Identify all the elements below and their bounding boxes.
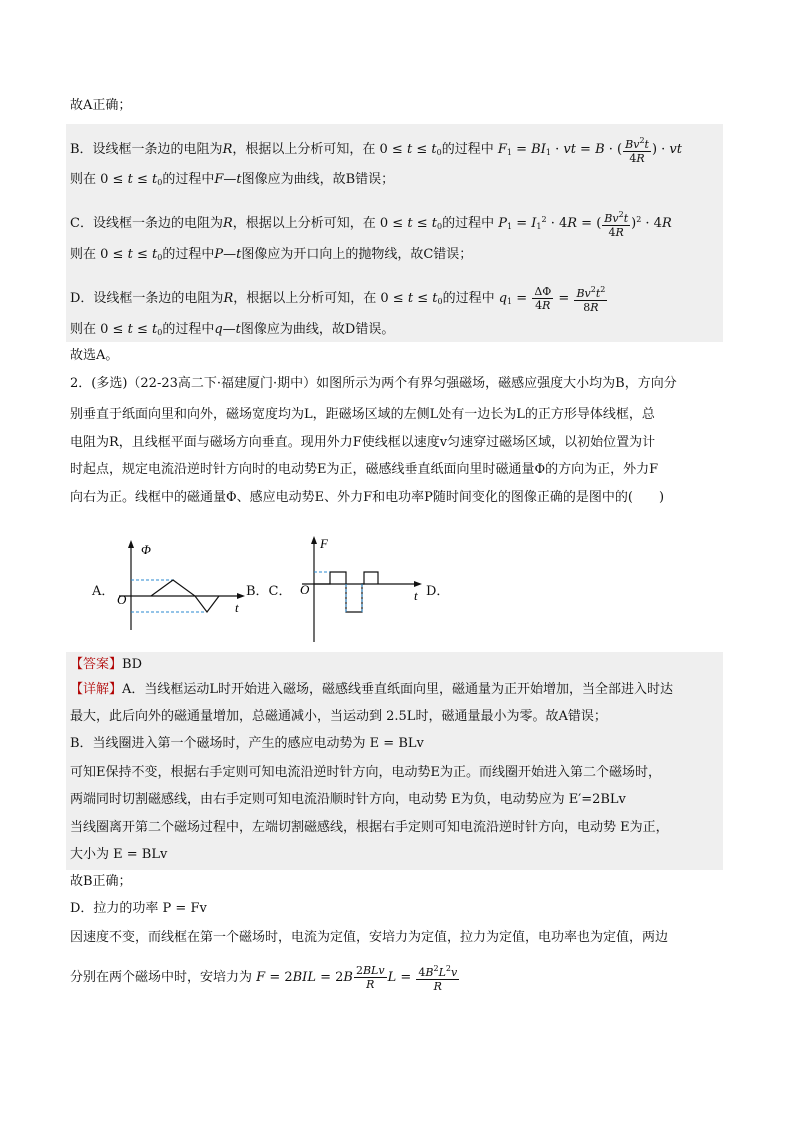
answer-line: 【答案】BD xyxy=(70,657,142,672)
graph-d-force xyxy=(296,536,426,646)
detail-b-1: B．当线圈进入第一个磁场时，产生的感应电动势为 E = BLv xyxy=(70,736,424,751)
question-line-4: 时起点，规定电流沿逆时针方向时的电动势E为正，磁感线垂直纸面向里时磁通量Φ的方向为正，外力F xyxy=(70,462,659,477)
option-c-analysis: C．设线框一条边的电阻为R，根据以上分析可知，在 $0 \le t \le t_0$的过程中 $P_1 = I_1^2 \cdot 4R$ = ( $\frac{Bv^2t}{4R}$ )$^2$ · 4R xyxy=(70,210,672,239)
option-b-analysis: B．设线框一条边的电阻为R，根据以上分析可知，在 $0 \le t \le t_0$的过程中 $F_1 = BI_1$ · vt = B · ( $\frac{Bv^2t}{4R}$ ) · vt xyxy=(70,136,682,165)
axis-t-d: t xyxy=(414,588,418,603)
detail-d-3: 分别在两个磁场中时，安培力为 F = 2BIL = 2B $\frac{\text{2BLv}}{R}$ L = $\frac{4B^2L^2v}{R}$ xyxy=(70,964,458,993)
origin-a: O xyxy=(117,592,127,607)
text-a-correct: 故A正确； xyxy=(70,98,132,113)
detail-a-1: 【详解】A．当线框运动L时开始进入磁场，磁感线垂直纸面向里，磁通量为正开始增加，当全部进入时达 xyxy=(70,682,674,697)
option-bc-label: B．C． xyxy=(246,584,292,599)
detail-d-2: 因速度不变，而线框在第一个磁场时，电流为定值，安培力为定值，拉力为定值，电功率也为定值，两边 xyxy=(70,930,669,945)
option-d-conclusion: 则在 $0 \le t \le t_0$的过程中q—t图像应为曲线，故D错误。 xyxy=(70,322,395,337)
question-line-1: 2．(多选)（22-23高二下·福建厦门·期中）如图所示为两个有界匀强磁场，磁感应强度大小均为B，方向分 xyxy=(70,376,677,391)
origin-d: O xyxy=(300,582,310,597)
detail-b-6: 故B正确； xyxy=(70,874,132,889)
axis-t-a: t xyxy=(235,600,239,615)
axis-f: F xyxy=(320,536,328,551)
axis-phi: Φ xyxy=(141,542,151,557)
detail-b-2: 可知E保持不变，根据右手定则可知电流沿逆时针方向，电动势E为正。而线圈开始进入第二个磁场时， xyxy=(70,765,661,780)
option-d-label: D． xyxy=(426,584,450,599)
question-line-5: 向右为正。线框中的磁通量Φ、感应电动势E、外力F和电功率P随时间变化的图像正确的是图中的( ) xyxy=(70,490,665,505)
detail-d-1: D．拉力的功率 P = Fv xyxy=(70,901,207,916)
option-a-label: A． xyxy=(92,584,115,599)
detail-a-2: 最大，此后向外的磁通量增加，总磁通减小，当运动到 2.5L时，磁通量最小为零。故A错误； xyxy=(70,709,607,724)
detail-b-3: 两端同时切割磁感线，由右手定则可知电流沿顺时针方向，电动势 E为负，电动势应为 E′=2BLv xyxy=(70,792,626,807)
select-a: 故选A。 xyxy=(70,348,119,363)
graph-a-flux xyxy=(115,540,250,635)
option-c-conclusion: 则在 $0 \le t \le t_0$的过程中P—t图像应为开口向上的抛物线，故C错误； xyxy=(70,247,473,262)
option-d-analysis: D．设线框一条边的电阻为R，根据以上分析可知，在 $0 \le t \le t_0$的过程中 $q_1$ = $\frac{\Delta\Phi}{4R}$ = $\frac{Bv^2t^2}{8R}$ xyxy=(70,285,606,314)
option-b-conclusion: 则在 $0 \le t \le t_0$的过程中F—t图像应为曲线，故B错误； xyxy=(70,172,395,187)
question-line-2: 别垂直于纸面向里和向外，磁场宽度均为L，距磁场区域的左侧L处有一边长为L的正方形导体线框，总 xyxy=(70,407,655,422)
detail-b-4: 当线圈离开第二个磁场过程中，左端切割磁感线，根据右手定则可知电流沿逆时针方向，电动势 E为正， xyxy=(70,820,669,835)
question-line-3: 电阻为R，且线框平面与磁场方向垂直。现用外力F使线框以速度v匀速穿过磁场区域，以初始位置为计 xyxy=(70,435,656,450)
detail-b-5: 大小为 E = BLv xyxy=(70,847,168,862)
